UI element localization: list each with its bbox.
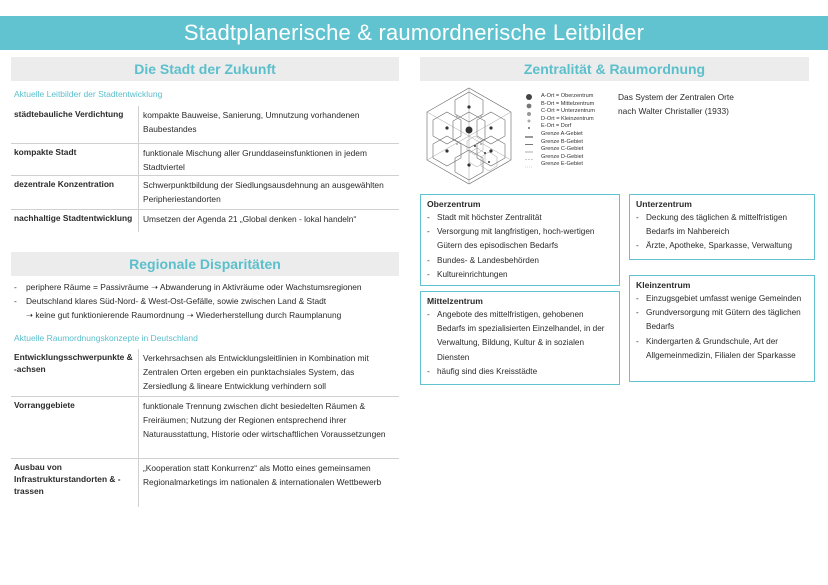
desc-cell: funktionale Mischung aller Grunddaseinsfunktionen in jedem Stadtviertel (143, 148, 367, 172)
box-kleinzentrum (629, 275, 815, 382)
page-title: Stadtplanerische & raumordnerische Leitbilder (183, 20, 645, 45)
term-cell: dezentrale Konzentration (11, 176, 139, 209)
term-cell: städtebauliche Verdichtung (11, 106, 139, 143)
bullet-text: ➝ keine gut funktionierende Raumordnung ➝ Wiederherstellung durch Raumplanung (26, 310, 342, 320)
legend-item: Grenze D-Gebiet (541, 153, 584, 160)
term-cell: kompakte Stadt (11, 144, 139, 175)
table-row (11, 106, 399, 144)
box-title: Unterzentrum (636, 199, 692, 209)
table-row (11, 459, 399, 507)
legend-item: E-Ort = Dorf (541, 123, 572, 130)
christaller-diagram (419, 86, 609, 186)
item-text: Kultureinrichtungen (437, 269, 508, 279)
stadt-table (11, 106, 399, 232)
list-item: - Stadt mit höchster Zentralität (427, 211, 613, 225)
list-item: - Ärzte, Apotheke, Sparkasse, Verwaltung (636, 239, 808, 253)
list-item: - Deutschland klares Süd-Nord- & West-Ost-Gefälle, sowie zwischen Land & Stadt (14, 296, 327, 306)
legend-item: A-Ort = Oberzentrum (541, 93, 594, 99)
section-heading-zentral (420, 57, 809, 81)
item-text: Kindergarten & Grundschule, Art der Allgemeinmedizin, Filialen der Sparkasse (646, 336, 796, 360)
zentral-heading: Zentralität & Raumordnung (523, 61, 706, 77)
item-text: häufig sind dies Kreisstädte (437, 366, 538, 376)
bullet-text: periphere Räume = Passivräume ➝ Abwanderung in Aktivräume oder Wachstumsregionen (26, 282, 362, 292)
legend-item: B-Ort = Mittelzentrum (541, 100, 595, 107)
list-item: - Kultureinrichtungen (427, 268, 613, 282)
desc-cell: „Kooperation statt Konkurrenz“ als Motto eines gemeinsamen Regionalmarketings im nationalen & internationalen Wettbewerb (143, 463, 382, 487)
table-row (11, 210, 399, 232)
section-heading-stadt (11, 57, 399, 81)
desc-cell: funktionale Trennung zwischen dicht besiedelten Räumen & Freiräumen; Nutzung der Regionen entsprechend ihrer Naturausstattung, Historie oder wirtschaftlichen Voraussetzungen (143, 401, 386, 439)
legend-item: Grenze C-Gebiet (541, 146, 584, 153)
item-text: Ärzte, Apotheke, Sparkasse, Verwaltung (646, 241, 793, 251)
term-cell: Ausbau von Infrastrukturstandorten & -trassen (11, 459, 139, 507)
caption-line: nach Walter Christaller (1933) (618, 106, 729, 116)
box-oberzentrum (420, 194, 620, 286)
a-ort-marker (466, 127, 473, 134)
list-item: - Bundes- & Landesbehörden (427, 254, 613, 268)
caption-line: Das System der Zentralen Orte (618, 92, 734, 102)
term-cell: nachhaltige Stadtentwicklung (11, 210, 139, 232)
item-text: Versorgung mit langfristigen, hoch-wertigen Gütern des episodischen Bedarfs (437, 227, 595, 251)
title-banner (0, 16, 828, 50)
item-text: Deckung des täglichen & mittelfristigen Bedarfs im Nahbereich (646, 213, 788, 237)
list-item: - Versorgung mit langfristigen, hoch-wertigen Gütern des episodischen Bedarfs (427, 225, 613, 253)
table-row (11, 397, 399, 459)
term-cell: Entwicklungsschwerpunkte & -achsen (11, 349, 139, 396)
christaller-caption (618, 90, 734, 118)
regional-heading: Regionale Disparitäten (129, 256, 281, 272)
legend-item: Grenze E-Gebiet (541, 161, 583, 168)
box-unterzentrum (629, 194, 815, 260)
term-cell: Vorranggebiete (11, 397, 139, 458)
desc-cell: kompakte Bauweise, Sanierung, Umnutzung vorhandenen Baubestandes (143, 110, 360, 134)
list-item: - Deckung des täglichen & mittelfristigen Bedarfs im Nahbereich (636, 211, 808, 239)
stadt-subheading: Aktuelle Leitbilder der Stadtentwicklung (14, 89, 163, 99)
desc-cell: Umsetzen der Agenda 21 „Global denken - lokal handeln“ (143, 214, 357, 224)
list-item: - periphere Räume = Passivräume ➝ Abwanderung in Aktivräume oder Wachstumsregionen (14, 282, 362, 292)
table-row (11, 349, 399, 397)
item-text: Angebote des mittelfristigen, gehobenen Bedarfs im spezialisierten Einzelhandel, in der Verwaltung, Bildung, Kultur & in sozialen Diensten (437, 310, 605, 362)
regional-table (11, 349, 399, 507)
item-text: Bundes- & Landesbehörden (437, 255, 539, 265)
legend-item: C-Ort = Unterzentrum (541, 108, 595, 115)
diagram-legend (541, 93, 595, 169)
list-item: - Grundversorgung mit Gütern des täglichen Bedarfs (636, 306, 808, 334)
regional-subheading: Aktuelle Raumordnungskonzepte in Deutschland (14, 333, 198, 343)
desc-cell: Schwerpunktbildung der Siedlungsausdehnung an ausgewählten Peripheriestandorten (143, 180, 384, 204)
legend-item: D-Ort = Kleinzentrum (541, 115, 594, 122)
section-heading-regional (11, 252, 399, 276)
table-row (11, 176, 399, 210)
list-item: - Einzugsgebiet umfasst wenige Gemeinden (636, 292, 808, 306)
item-text: Stadt mit höchster Zentralität (437, 213, 542, 222)
list-item (14, 308, 404, 322)
list-item: - Kindergarten & Grundschule, Art der Allgemeinmedizin, Filialen der Sparkasse (636, 335, 808, 363)
box-title: Kleinzentrum (636, 280, 691, 290)
list-item: - häufig sind dies Kreisstädte (427, 365, 613, 379)
table-row (11, 144, 399, 176)
regional-bullets (14, 280, 404, 322)
box-mittelzentrum (420, 291, 620, 385)
box-title: Mittelzentrum (427, 296, 483, 306)
stadt-heading: Die Stadt der Zukunft (134, 61, 276, 77)
desc-cell: Verkehrsachsen als Entwicklungsleitlinien in Kombination mit Zentralen Orten ergeben ein punktachsiales System, das Zersiedlung & lineare Entwicklung verhindern soll (143, 353, 369, 391)
legend-item: Grenze B-Gebiet (541, 138, 583, 145)
item-text: Einzugsgebiet umfasst wenige Gemeinden (646, 294, 802, 303)
list-item: - Angebote des mittelfristigen, gehobenen Bedarfs im spezialisierten Einzelhandel, in der Verwaltung, Bildung, Kultur & in sozialen Diensten (427, 308, 613, 365)
box-title: Oberzentrum (427, 199, 481, 209)
bullet-text: Deutschland klares Süd-Nord- & West-Ost-Gefälle, sowie zwischen Land & Stadt (26, 296, 327, 306)
item-text: Grundversorgung mit Gütern des täglichen Bedarfs (646, 308, 801, 332)
legend-item: Grenze A-Gebiet (541, 130, 583, 137)
